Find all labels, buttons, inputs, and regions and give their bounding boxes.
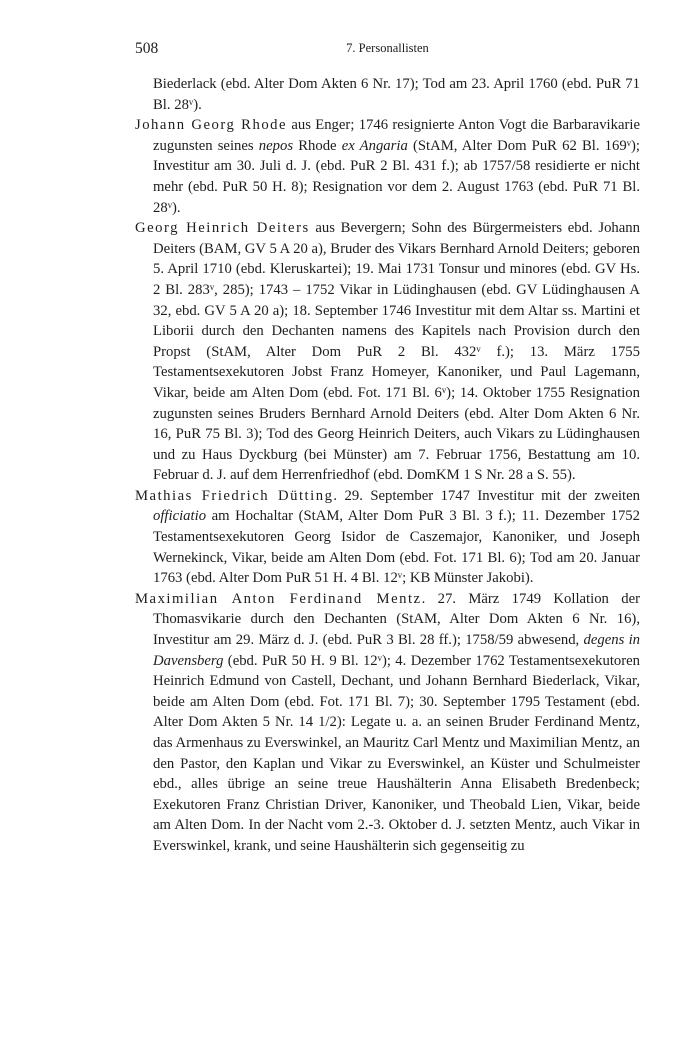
- person-name: Johann Georg Rhode: [135, 117, 288, 134]
- person-name: Maximilian Anton Ferdinand Mentz: [135, 590, 422, 607]
- person-entry: Mathias Friedrich Dütting. 29. September 1747 Investitur mit der zweiten officiatio am Hochaltar (StAM, Alter Dom PuR 3 Bl. 3 f.); 11. Dezember 1752 Testamentsexekutoren Georg Isidor de Caszemajor, Kanoniker, und Joseph Wernekinck, Vikar, beide am Alten Dom (ebd. Fot. 171 Bl. 6); Tod am 20. Januar 1763 (ebd. Alter Dom PuR 51 H. 4 Bl. 12ᵛ; KB Münster Jakobi).: [135, 487, 640, 587]
- person-name: Georg Heinrich Deiters: [135, 220, 310, 237]
- person-entry: Johann Georg Rhode aus Enger; 1746 resignierte Anton Vogt die Barbaravikarie zugunsten seines nepos Rhode ex Angaria (StAM, Alter Dom PuR 62 Bl. 169ᵛ); Investitur am 30. Juli d. J. (ebd. PuR 2 Bl. 431 f.); ab 1757/58 residierte er nicht mehr (ebd. PuR 50 H. 8); Resignation vor dem 2. August 1763 (ebd. PuR 71 Bl. 28ᵛ).: [135, 117, 640, 216]
- body-text: [135, 74, 640, 857]
- person-entry: Georg Heinrich Deiters aus Bevergern; Sohn des Bürgermeisters ebd. Johann Deiters (BAM, GV 5 A 20 a), Bruder des Vikars Bernhard Arnold Deiters; geboren 5. April 1710 (ebd. Kleruskartei); 19. Mai 1731 Tonsur und minores (ebd. GV Hs. 2 Bl. 283ᵛ, 285); 1743 – 1752 Vikar in Lüdinghausen (ebd. GV Lüdinghausen A 32, ebd. GV 5 A 20 a); 18. September 1746 Investitur mit dem Altar ss. Martini et Liborii durch den Dechanten namens des Kapitels nach Provision durch den Propst (StAM, Alter Dom PuR 2 Bl. 432ᵛ f.); 13. März 1755 Testamentsexekutoren Jobst Franz Homeyer, Kanoniker, und Paul Lagemann, Vikar, beide am Alten Dom (ebd. Fot. 171 Bl. 6ᵛ); 14. Oktober 1755 Resignation zugunsten seines Bruders Bernhard Arnold Deiters (ebd. Alter Dom Akten 6 Nr. 16, PuR 75 Bl. 3); Tod des Georg Heinrich Deiters, auch Vikars zu Lüdinghausen und zu Haus Dyckburg (bei Münster) am 7. Februar 1756, Bestattung am 10. Februar d. J. auf dem Herrenfriedhof (ebd. DomKM 1 S Nr. 28 a S. 55).: [135, 220, 640, 484]
- person-entry: Maximilian Anton Ferdinand Mentz. 27. März 1749 Kollation der Thomasvikarie durch den Dechanten (StAM, Alter Dom Akten 6 Nr. 16), Investitur am 29. März d. J. (ebd. PuR 3 Bl. 28 ff.); 1758/59 abwesend, degens in Davensberg (ebd. PuR 50 H. 9 Bl. 12ᵛ); 4. Dezember 1762 Testamentsexekutoren Heinrich Edmund von Castell, Dechant, und Johann Bernhard Biederlack, Vikar, beide am Alten Dom (ebd. Fot. 171 Bl. 7); 30. September 1795 Testament (ebd. Alter Dom Akten 5 Nr. 14 1/2): Legate u. a. an seinen Bruder Ferdinand Mentz, das Armenhaus zu Everswinkel, an Mauritz Carl Mentz und Maximilian Mentz, an den Pastor, den Kaplan und Vikar zu Everswinkel, an Küster und Schulmeister ebd., alles übrige an seine treue Haushälterin Anna Elisabeth Bredenbeck; Exekutoren Franz Christian Driver, Kanoniker, und Theobald Lien, Vikar, beide am Alten Dom. In der Nacht vom 2.-3. Oktober d. J. setzten Mentz, auch Vikar in Everswinkel, krank, und seine Haushälterin sich gegenseitig zu: [135, 590, 640, 854]
- person-name: Mathias Friedrich Dütting: [135, 487, 334, 504]
- page-header: [135, 40, 640, 62]
- running-title: 7. Personallisten: [346, 41, 429, 55]
- entry-continuation: Biederlack (ebd. Alter Dom Akten 6 Nr. 17); Tod am 23. April 1760 (ebd. PuR 71 Bl. 28ᵛ).: [153, 76, 640, 113]
- page-number: 508: [135, 40, 159, 57]
